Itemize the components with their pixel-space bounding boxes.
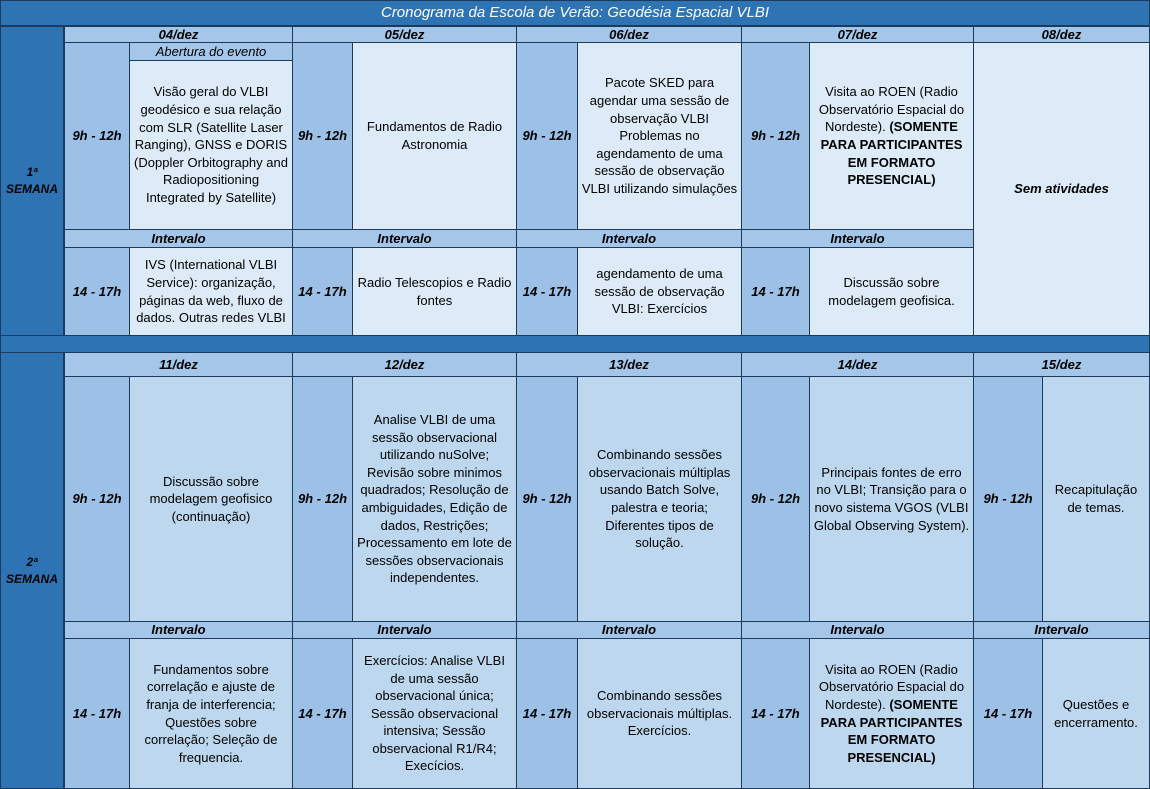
time-slot-morning: 9h - 12h [741, 42, 810, 230]
week-2-word: SEMANA [5, 571, 58, 586]
time-slot-morning: 9h - 12h [292, 42, 353, 230]
break-label: Intervalo [973, 621, 1150, 639]
time-slot-afternoon: 14 - 17h [973, 638, 1043, 789]
activity-cell: Discussão sobre modelagem geofisica. [809, 247, 974, 336]
activity-cell [809, 42, 974, 230]
schedule-title: Cronograma da Escola de Verão: Geodésia Espacial VLBI [0, 0, 1150, 26]
activity-cell: Fundamentos sobre correlação e ajuste de franja de interferencia; Questões sobre correlação; Seleção de frequencia. [129, 638, 293, 789]
date-header: 15/dez [973, 352, 1150, 377]
date-header: 12/dez [292, 352, 517, 377]
activity-cell: Recapitulação de temas. [1042, 376, 1150, 622]
roen-visit-note: (SOMENTE PARA PARTICIPANTES EM FORMATO PRESENCIAL) [820, 696, 963, 765]
activity-cell: agendamento de uma sessão de observação VLBI: Exercícios [577, 247, 742, 336]
time-slot-afternoon: 14 - 17h [64, 638, 130, 789]
roen-visit-description: Visita ao ROEN (Radio Observatório Espacial do Nordeste). [818, 661, 965, 712]
week-2-number: 2ª [26, 554, 38, 569]
activity-cell: Analise VLBI de uma sessão observacional utilizando nuSolve; Revisão sobre minimos quadrados; Resolução de ambiguidades, Edição de dados, Restrições; Processamento em lote de sessões observacionais independentes. [352, 376, 517, 622]
week-1-word: SEMANA [5, 182, 58, 196]
time-slot-afternoon: 14 - 17h [741, 638, 810, 789]
break-label: Intervalo [292, 229, 517, 248]
time-slot-afternoon: 14 - 17h [741, 247, 810, 336]
date-header: 06/dez [516, 26, 742, 43]
date-header: 04/dez [64, 26, 293, 43]
time-slot-afternoon: 14 - 17h [292, 638, 353, 789]
week-separator [0, 335, 1150, 353]
break-label: Intervalo [292, 621, 517, 639]
roen-visit-text [813, 83, 970, 189]
no-activities-cell: Sem atividades [973, 42, 1150, 336]
activity-cell: Combinando sessões observacionais múltiplas. Exercícios. [577, 638, 742, 789]
date-header: 08/dez [973, 26, 1150, 43]
activity-cell: Questões e encerramento. [1042, 638, 1150, 789]
date-header: 05/dez [292, 26, 517, 43]
opening-label: Abertura do evento [129, 42, 293, 61]
time-slot-morning: 9h - 12h [64, 376, 130, 622]
activity-cell: Visão geral do VLBI geodésico e sua relação com SLR (Satellite Laser Ranging), GNSS e DORIS (Doppler Orbitography and Radiopositioning Integrated by Satellite) [129, 60, 293, 230]
activity-cell: Exercícios: Analise VLBI de uma sessão observacional única; Sessão observacional intensiva; Sessão observacional R1/R4; Execícios. [352, 638, 517, 789]
date-header: 11/dez [64, 352, 293, 377]
break-label: Intervalo [64, 621, 293, 639]
break-label: Intervalo [516, 621, 742, 639]
break-label: Intervalo [741, 621, 974, 639]
time-slot-afternoon: 14 - 17h [516, 638, 578, 789]
activity-cell: Discussão sobre modelagem geofisico (continuação) [129, 376, 293, 622]
activity-cell: Fundamentos de Radio Astronomia [352, 42, 517, 230]
activity-cell: Principais fontes de erro no VLBI; Transição para o novo sistema VGOS (VLBI Global Observing System). [809, 376, 974, 622]
activity-cell: Pacote SKED para agendar uma sessão de observação VLBI Problemas no agendamento de uma sessão de observação VLBI utilizando simulações [577, 42, 742, 230]
date-header: 14/dez [741, 352, 974, 377]
time-slot-afternoon: 14 - 17h [64, 247, 130, 336]
week-1-label [0, 26, 64, 336]
activity-cell [809, 638, 974, 789]
roen-visit-description: Visita ao ROEN (Radio Observatório Espacial do Nordeste). [818, 84, 965, 135]
activity-cell: Combinando sessões observacionais múltiplas usando Batch Solve, palestra e teoria; Diferentes tipos de solução. [577, 376, 742, 622]
time-slot-morning: 9h - 12h [516, 42, 578, 230]
time-slot-morning: 9h - 12h [64, 42, 130, 230]
break-label: Intervalo [64, 229, 293, 248]
time-slot-morning: 9h - 12h [516, 376, 578, 622]
week-1-number: 1ª [26, 165, 38, 179]
time-slot-morning: 9h - 12h [973, 376, 1043, 622]
activity-cell: IVS (International VLBI Service): organização, páginas da web, fluxo de dados. Outras redes VLBI [129, 247, 293, 336]
break-label: Intervalo [741, 229, 974, 248]
roen-visit-note: (SOMENTE PARA PARTICIPANTES EM FORMATO PRESENCIAL) [820, 119, 963, 188]
time-slot-morning: 9h - 12h [292, 376, 353, 622]
break-label: Intervalo [516, 229, 742, 248]
time-slot-afternoon: 14 - 17h [516, 247, 578, 336]
date-header: 13/dez [516, 352, 742, 377]
time-slot-afternoon: 14 - 17h [292, 247, 353, 336]
date-header: 07/dez [741, 26, 974, 43]
time-slot-morning: 9h - 12h [741, 376, 810, 622]
roen-visit-text [813, 661, 970, 767]
activity-cell: Radio Telescopios e Radio fontes [352, 247, 517, 336]
week-2-label [0, 352, 64, 789]
